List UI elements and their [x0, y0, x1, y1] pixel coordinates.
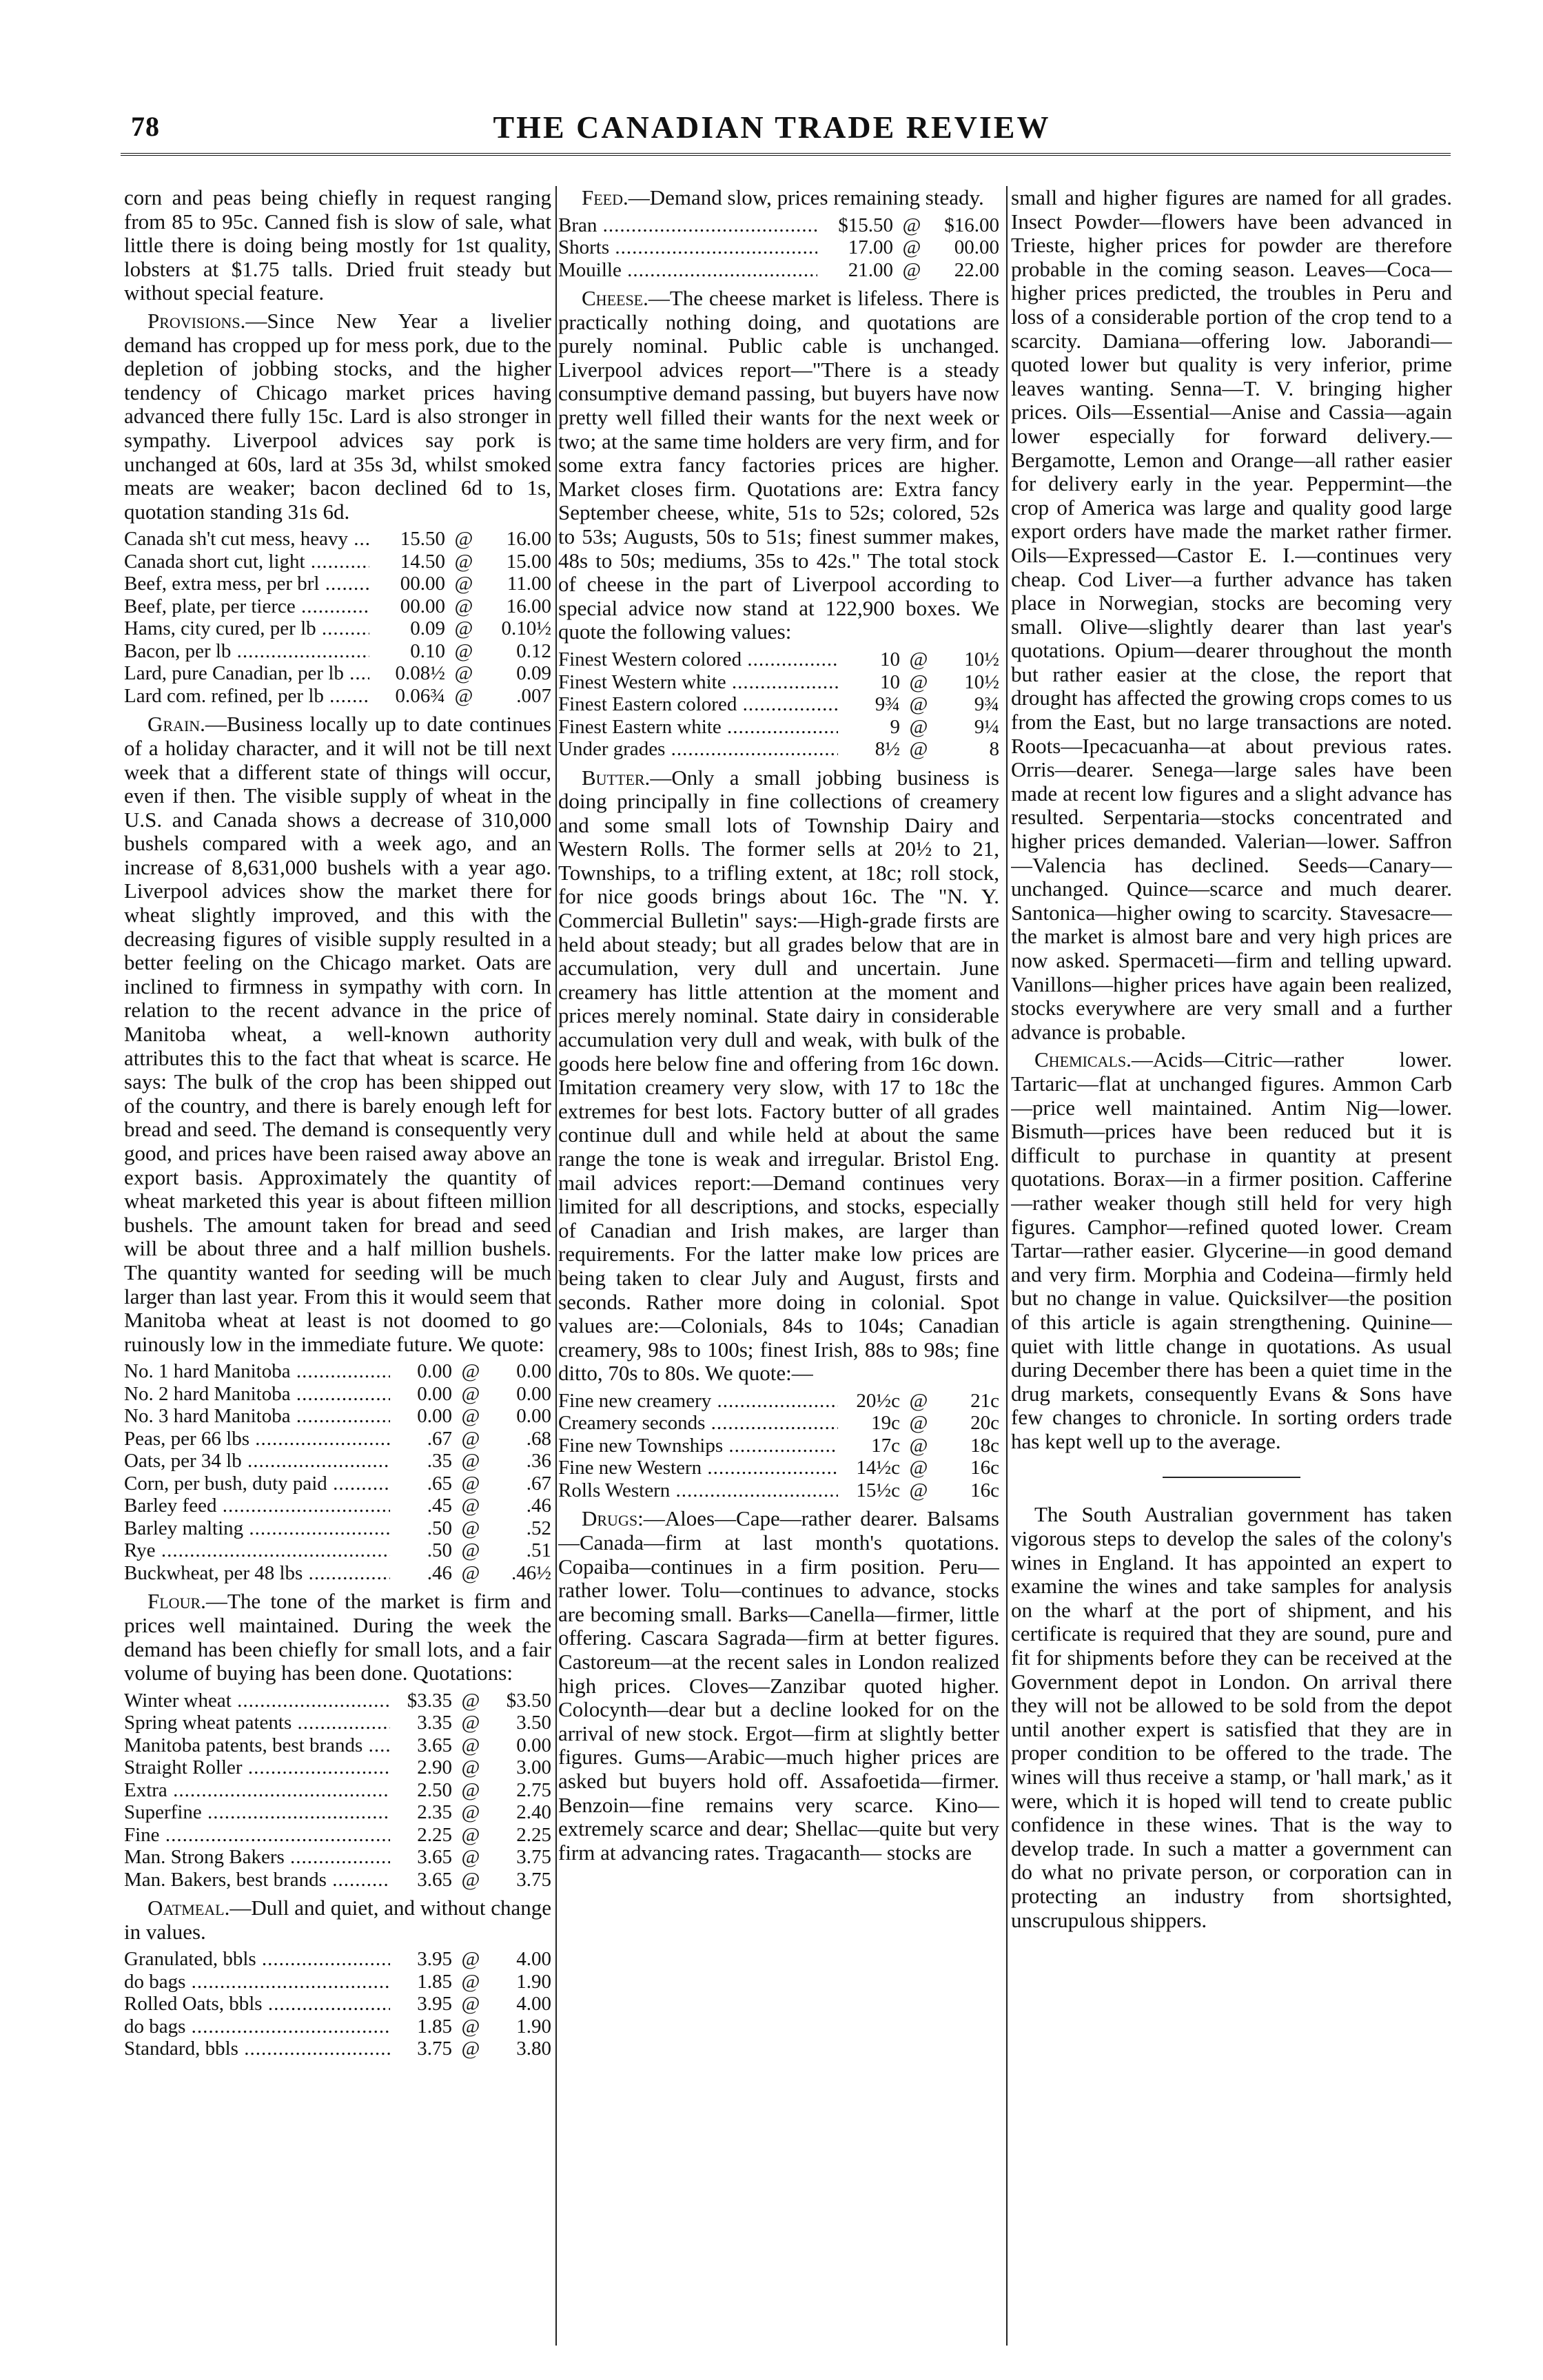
high-price: $3.50 [506, 1689, 551, 1712]
high-price: .67 [526, 1472, 551, 1495]
item-name: Fine new Townships ..... [558, 1435, 838, 1457]
high-price: 10½ [964, 648, 999, 670]
high-price: 0.00 [516, 1382, 551, 1405]
low-price: 0.10 [410, 639, 445, 662]
at-symbol: @ [454, 595, 473, 617]
at-symbol: @ [909, 648, 928, 670]
item-name: Barley malting ..... [124, 1517, 390, 1540]
price-table [558, 1390, 999, 1502]
price-row [124, 685, 551, 708]
high-price: 15.00 [506, 550, 551, 573]
low-price: .46 [427, 1561, 452, 1584]
price-row [124, 1495, 551, 1517]
low-price: 3.75 [417, 2038, 452, 2060]
low-price: 3.35 [417, 1712, 452, 1734]
low-price: 14.50 [400, 550, 445, 573]
at-symbol: @ [902, 236, 921, 259]
item-name: Canada sh't cut mess, heavy ..... [124, 528, 369, 551]
high-price: 8 [989, 738, 999, 760]
column-2 [558, 186, 999, 2346]
high-price: .68 [526, 1427, 551, 1450]
section-heading: Butter. [582, 765, 651, 790]
item-name: Under grades ..... [558, 738, 838, 761]
low-price: 1.85 [417, 2015, 452, 2038]
item-name: Buckwheat, per 48 lbs ..... [124, 1562, 390, 1585]
high-price: 0.12 [516, 639, 551, 662]
at-symbol: @ [902, 214, 921, 236]
low-price: 17c [871, 1434, 900, 1457]
price-row [124, 1846, 551, 1869]
price-row [124, 1948, 551, 1971]
item-name: Extra ..... [124, 1779, 390, 1802]
item-name: Winter wheat ..... [124, 1690, 390, 1712]
at-symbol: @ [461, 1993, 480, 2015]
item-name: Bacon, per lb ..... [124, 640, 369, 663]
drugs-continued-paragraph: small and higher figures are named for all grades. Insect Powder—flowers have been advanced in Trieste, higher prices for powder are therefore probable in the coming season. Leaves—Coca—higher prices predicted, the troubles in Peru and loss of a considerable portion of the crop tend to a scarcity. Damiana—offering low. Jaborandi—quoted lower but quality is very inferior, prime leaves wanting. Senna—T. V. bringing higher prices. Oils—Essential—Anise and Cassia—again lower especially for forward delivery.—Bergamotte, Lemon and Orange—all rather easier for delivery early in the year. Peppermint—the crop of America was large and quality good large export orders have made the market rather firmer. Oils—Expressed—Castor E. I.—continues very cheap. Cod Liver—a further advance has taken place in Norwegian, stocks are becoming very small. Olive—slightly dearer than last year's quotations. Opium—dearer throughout the month but rather easier at the close, the report that drought has affected the growing crops comes to us from the East, but no large transactions are noted. Roots—Ipecacuanha—at about previous rates. Orris—dearer. Senega—large sales have been made at recent low figures and a slight advance has resulted. Serpentaria—stocks concentrated and higher prices demanded. Valerian—lower. Saffron—Valencia has declined. Seeds—Canary—unchanged. Quince—scarce and much dearer. Santonica—higher owing to scarcity. Stavesacre—the market is almost bare and very high prices are now asked. Spermaceti—firm and telling upward. Vanillons—higher prices have again been realized, stocks everywhere are very small and a further advance is probable. [1011, 186, 1452, 1044]
price-row [124, 1690, 551, 1712]
price-row [124, 662, 551, 685]
low-price: 2.25 [417, 1823, 452, 1846]
price-row [124, 1801, 551, 1824]
low-price: $15.50 [838, 214, 893, 236]
item-name: Finest Western white ..... [558, 671, 838, 694]
price-row [124, 640, 551, 663]
at-symbol: @ [454, 573, 473, 595]
low-price: 2.90 [417, 1756, 452, 1779]
low-price: 0.00 [417, 1360, 452, 1383]
low-price: 3.65 [417, 1734, 452, 1756]
low-price: 20½c [856, 1389, 900, 1412]
low-price: 10 [880, 648, 900, 670]
low-price: .45 [427, 1495, 452, 1517]
at-symbol: @ [461, 1970, 480, 1993]
section-text: —Acids—Citric—rather lower. Tartaric—flat at unchanged figures. Ammon Carb—price well maintained. Antim Nig—lower. Bismuth—prices have been reduced but it is difficult to purchase in quantity at present quotations. Borax—in a firmer position. Cafferine—rather weaker though still held for very high figures. Camphor—refined quoted lower. Cream Tartar—rather easier. Glycerine—in good demand and very firm. Morphia and Codeina—firmly held but no change in value. Quicksilver—the position of this article is again strengthening. Quinine—quiet with little change in quotations. As usual during December there has been a quiet time in the drug markets, consequently Evans & Sons have few changes to chronicle. In sorting orders trade has kept well up to the average. [1011, 1047, 1452, 1453]
header-rule [121, 153, 1451, 156]
price-row [124, 1824, 551, 1847]
high-price: 9¼ [974, 715, 999, 738]
at-symbol: @ [461, 1539, 480, 1562]
price-row [124, 1428, 551, 1450]
price-row [124, 1779, 551, 1802]
high-price: 21c [970, 1389, 999, 1412]
price-row [558, 738, 999, 761]
price-row [124, 1993, 551, 2015]
at-symbol: @ [909, 670, 928, 693]
high-price: 2.25 [516, 1823, 551, 1846]
low-price: 19c [871, 1412, 900, 1435]
high-price: .36 [526, 1450, 551, 1473]
grain-paragraph [124, 712, 551, 1356]
price-row [558, 1390, 999, 1413]
item-name: Finest Eastern colored ..... [558, 693, 838, 716]
item-name: No. 2 hard Manitoba ..... [124, 1383, 390, 1406]
price-row [124, 1539, 551, 1562]
at-symbol: @ [909, 715, 928, 738]
item-name: Bran ..... [558, 214, 817, 237]
low-price: 10 [880, 670, 900, 693]
at-symbol: @ [461, 1756, 480, 1779]
low-price: 8½ [875, 738, 900, 760]
price-row [558, 716, 999, 739]
low-price: $3.35 [407, 1689, 452, 1712]
item-name: Beef, extra mess, per brl ..... [124, 573, 369, 595]
at-symbol: @ [909, 693, 928, 715]
price-row [124, 1734, 551, 1757]
high-price: 20c [970, 1412, 999, 1435]
price-row [124, 551, 551, 573]
at-symbol: @ [909, 1479, 928, 1501]
price-row [124, 1562, 551, 1585]
section-heading: Provisions. [147, 308, 246, 333]
provisions-paragraph [124, 309, 551, 524]
price-row [558, 1479, 999, 1502]
at-symbol: @ [461, 1382, 480, 1405]
item-name: Rolls Western ..... [558, 1479, 838, 1502]
at-symbol: @ [454, 528, 473, 551]
high-price: 3.50 [516, 1712, 551, 1734]
section-heading: Flour. [147, 1589, 206, 1614]
high-price: 3.75 [516, 1846, 551, 1869]
item-name: Peas, per 66 lbs ..... [124, 1428, 390, 1450]
section-heading: Feed. [582, 186, 629, 209]
low-price: 2.35 [417, 1801, 452, 1824]
section-heading: Grain. [147, 712, 205, 737]
low-price: 0.00 [417, 1382, 452, 1405]
item-name: Lard com. refined, per lb ..... [124, 685, 369, 708]
high-price: 00.00 [954, 236, 999, 259]
high-price: 16.00 [506, 528, 551, 551]
section-heading: Oatmeal. [147, 1896, 230, 1920]
high-price: 2.75 [516, 1778, 551, 1801]
high-price: .46 [526, 1495, 551, 1517]
at-symbol: @ [909, 1457, 928, 1479]
price-row [124, 2015, 551, 2038]
price-row [124, 1383, 551, 1406]
item-name: Oats, per 34 lb ..... [124, 1450, 390, 1473]
page-number: 78 [131, 111, 160, 142]
at-symbol: @ [461, 2038, 480, 2060]
at-symbol: @ [461, 1712, 480, 1734]
section-text: —The cheese market is lifeless. There is practically nothing doing, and quotations are purely nominal. Public cable is unchanged. Liverpool advices report—"There is a steady consumptive demand passing, but buyers have now pretty well filled their wants for the next week or two; at the same time holders are very firm, and for some extra fancy factories prices are higher. Market closes firm. Quotations are: Extra fancy September cheese, white, 51s to 52s; colored, 52s to 53s; Augusts, 50s to 51s; finest summer makes, 48s to 50s; mediums, 35s to 42s." The total stock of cheese in the part of Liverpool according to special advice now stand at 122,900 boxes. We quote the following values: [558, 286, 999, 644]
item-name: Straight Roller ..... [124, 1756, 390, 1779]
section-text: —Aloes—Cape—rather dearer. Balsams—Canada—firm at last month's quotations. Copaiba—continues in a firm position. Peru—rather lower. Tolu—continues to advance, stocks are becoming small. Barks—Canella—firmer, little offering. Cascara Sagrada—firm at better figures. Castoreum—at the recent sales in London realized high prices. Cloves—Zanzibar quoted higher. Colocynth—dear but a decline looked for on the arrival of new stock. Ergot—firm at slightly better figures. Gums—Arabic—much higher prices are asked but buyers hold off. Assafoetida—firmer. Benzoin—fine remains very scarce. Kino—extremely scarce and dear; Shellac—quite but very firm at advancing rates. Tragacanth— stocks are [558, 1506, 999, 1865]
item-name: Finest Western colored ..... [558, 648, 838, 671]
low-price: 14½c [856, 1457, 900, 1479]
flour-paragraph [124, 1590, 551, 1685]
intro-paragraph: corn and peas being chiefly in request ranging from 85 to 95c. Canned fish is slow of sale, what little there is doing being mostly for 1st quality, lobsters at $1.75 talls. Dried fruit steady but without special feature. [124, 186, 551, 305]
price-row [124, 1712, 551, 1734]
item-name: Fine new creamery ..... [558, 1390, 838, 1413]
low-price: 3.65 [417, 1846, 452, 1869]
at-symbol: @ [909, 738, 928, 760]
high-price: 3.75 [516, 1868, 551, 1891]
price-table [124, 528, 551, 707]
price-row [124, 1405, 551, 1428]
low-price: 17.00 [848, 236, 893, 259]
low-price: 9 [890, 715, 900, 738]
item-name: Corn, per bush, duty paid ..... [124, 1473, 390, 1495]
low-price: 0.08½ [395, 662, 445, 685]
low-price: 00.00 [400, 595, 445, 617]
item-name: No. 3 hard Manitoba ..... [124, 1405, 390, 1428]
high-price: 0.00 [516, 1734, 551, 1756]
section-text: —Demand slow, prices remaining steady. [628, 186, 984, 209]
at-symbol: @ [909, 1389, 928, 1412]
high-price: 16c [970, 1479, 999, 1501]
column-rule [1006, 186, 1008, 2346]
price-table [124, 1690, 551, 1891]
at-symbol: @ [461, 1561, 480, 1584]
at-symbol: @ [461, 1823, 480, 1846]
price-row [124, 1971, 551, 1993]
item-name: Lard, pure Canadian, per lb ..... [124, 662, 369, 685]
price-row [124, 1869, 551, 1891]
price-row [124, 617, 551, 640]
low-price: 00.00 [400, 573, 445, 595]
low-price: 1.85 [417, 1970, 452, 1993]
item-name: Hams, city cured, per lb ..... [124, 617, 369, 640]
high-price: $16.00 [944, 214, 999, 236]
feed-paragraph [558, 186, 999, 210]
at-symbol: @ [461, 1517, 480, 1539]
item-name: Fine new Western ..... [558, 1457, 838, 1479]
high-price: 9¾ [974, 693, 999, 715]
low-price: .50 [427, 1517, 452, 1539]
at-symbol: @ [454, 684, 473, 707]
at-symbol: @ [461, 1778, 480, 1801]
at-symbol: @ [454, 617, 473, 640]
price-row [124, 528, 551, 551]
at-symbol: @ [909, 1412, 928, 1435]
high-price: .51 [526, 1539, 551, 1562]
high-price: 3.80 [516, 2038, 551, 2060]
section-text: —Only a small jobbing business is doing principally in fine collections of creamery and some small lots of Township Dairy and Western Rolls. The former sells at 20½ to 21, Townships, to a trifling extent, at 18c; roll stock, for nice goods brings about 16c. The "N. Y. Commercial Bulletin" says:—High-grade firsts are held about steady; but all grades below that are in accumulation, very dull and uncertain. June creamery has little attention at the moment and prices merely nominal. State dairy in considerable accumulation very dull and weak, with bulk of the goods here below fine and offering from 16c down. Imitation creamery very slow, with 17 to 18c the extremes for best lots. Factory butter of all grades continue dull and while held at about the same range the tone is weak and irregular. Bristol Eng. mail advices report:—Demand continues very limited for all descriptions, and stocks, especially of Canadian and Irish makes, are larger than requirements. For the latter make low prices are being taken to clear July and August, firsts and seconds. Rather more doing in colonial. Spot values are:—Colonials, 84s to 104s; Canadian creamery, 98s to 100s; finest Irish, 88s to 98s; fine ditto, 70s to 80s. We quote:— [558, 765, 999, 1386]
price-row [124, 1473, 551, 1495]
at-symbol: @ [902, 258, 921, 281]
high-price: 0.10½ [501, 617, 551, 640]
price-table [124, 1360, 551, 1584]
item-name: Rye ..... [124, 1539, 390, 1562]
price-row [558, 259, 999, 282]
price-row [558, 648, 999, 671]
high-price: 0.09 [516, 662, 551, 685]
at-symbol: @ [461, 1689, 480, 1712]
price-table [124, 1948, 551, 2060]
high-price: 4.00 [516, 1948, 551, 1971]
south-australia-paragraph: The South Australian government has taken vigorous steps to develop the sales of the colony's wines in England. It has appointed an expert to examine the wines and take samples for analysis on the wharf at the port of shipment, and his certificate is required that they are sound, pure and fit for shipments before they can be received at the Government depot in London. On arrival there they will not be allowed to be sold from the depot until another expert is satisfied that they are in proper condition to be offered to the trade. The wines will thus receive a stamp, or 'hall mark,' as it were, which it is hoped will tend to create public confidence in these wines. That is the way to develop trade. In such a matter a government can do what no private person, or corporation can in protecting an industry from shortsighted, unscrupulous shippers. [1011, 1502, 1452, 1932]
high-price: 18c [970, 1434, 999, 1457]
item-name: Rolled Oats, bbls ..... [124, 1993, 390, 2015]
item-name: Fine ..... [124, 1824, 390, 1847]
price-row [124, 1450, 551, 1473]
price-row [124, 573, 551, 595]
price-row [558, 1457, 999, 1479]
low-price: 0.00 [417, 1405, 452, 1428]
cheese-paragraph [558, 287, 999, 644]
item-name: No. 1 hard Manitoba ..... [124, 1360, 390, 1383]
low-price: .67 [427, 1427, 452, 1450]
high-price: 16c [970, 1457, 999, 1479]
section-text: —Since New Year a livelier demand has cropped up for mess pork, due to the depletion of jobbing stocks, and the higher tendency of Chicago market prices having advanced there fully 15c. Lard is also stronger in sympathy. Liverpool advices say pork is unchanged at 60s, lard at 35s 3d, whilst smoked meats are weaker; bacon declined 6d to 1s, quotation standing 31s 6d. [124, 308, 551, 524]
high-price: 11.00 [507, 573, 551, 595]
at-symbol: @ [461, 1801, 480, 1824]
at-symbol: @ [454, 662, 473, 685]
price-row [124, 2038, 551, 2060]
section-heading: Drugs: [582, 1506, 644, 1531]
low-price: 0.06¾ [395, 684, 445, 707]
price-row [558, 1412, 999, 1435]
at-symbol: @ [461, 1450, 480, 1473]
low-price: .50 [427, 1539, 452, 1562]
section-divider [1163, 1477, 1300, 1478]
item-name: Man. Strong Bakers ..... [124, 1846, 390, 1869]
high-price: 4.00 [516, 1993, 551, 2015]
column-rule [555, 186, 557, 2346]
high-price: 3.00 [516, 1756, 551, 1779]
low-price: 2.50 [417, 1778, 452, 1801]
item-name: Man. Bakers, best brands ..... [124, 1869, 390, 1891]
high-price: 1.90 [516, 2015, 551, 2038]
low-price: 3.95 [417, 1993, 452, 2015]
at-symbol: @ [461, 1472, 480, 1495]
at-symbol: @ [461, 1868, 480, 1891]
price-row [124, 1756, 551, 1779]
at-symbol: @ [461, 1948, 480, 1971]
drugs-paragraph [558, 1507, 999, 1865]
at-symbol: @ [461, 1846, 480, 1869]
column-3 [1011, 186, 1452, 2346]
item-name: do bags ..... [124, 2015, 390, 2038]
high-price: .46½ [511, 1561, 551, 1584]
at-symbol: @ [461, 1360, 480, 1383]
item-name: Finest Eastern white ..... [558, 716, 838, 739]
high-price: 10½ [964, 670, 999, 693]
low-price: 21.00 [848, 258, 893, 281]
item-name: Granulated, bbls ..... [124, 1948, 390, 1971]
item-name: Mouille ..... [558, 259, 817, 282]
low-price: 15½c [856, 1479, 900, 1501]
price-row [558, 671, 999, 694]
low-price: 3.95 [417, 1948, 452, 1971]
item-name: Canada short cut, light ..... [124, 551, 369, 573]
low-price: 3.65 [417, 1868, 452, 1891]
low-price: .65 [427, 1472, 452, 1495]
price-row [124, 1360, 551, 1383]
item-name: do bags ..... [124, 1971, 390, 1993]
item-name: Beef, plate, per tierce ..... [124, 595, 369, 618]
price-row [124, 1517, 551, 1540]
section-heading: Chemicals. [1034, 1047, 1132, 1072]
oatmeal-paragraph [124, 1896, 551, 1944]
low-price: 15.50 [400, 528, 445, 551]
item-name: Spring wheat patents ..... [124, 1712, 390, 1734]
at-symbol: @ [461, 1427, 480, 1450]
price-table [558, 214, 999, 282]
chemicals-paragraph [1011, 1048, 1452, 1453]
low-price: 9¾ [875, 693, 900, 715]
at-symbol: @ [909, 1434, 928, 1457]
at-symbol: @ [454, 639, 473, 662]
butter-paragraph [558, 766, 999, 1386]
low-price: 0.09 [410, 617, 445, 640]
item-name: Standard, bbls ..... [124, 2038, 390, 2060]
item-name: Manitoba patents, best brands ..... [124, 1734, 390, 1757]
at-symbol: @ [454, 550, 473, 573]
high-price: 16.00 [506, 595, 551, 617]
item-name: Barley feed ..... [124, 1495, 390, 1517]
running-head: THE CANADIAN TRADE REVIEW [493, 110, 1051, 145]
at-symbol: @ [461, 2015, 480, 2038]
high-price: .52 [526, 1517, 551, 1539]
section-text: —Business locally up to date continues of a holiday character, and it will not be till next week that a different state of things will occur, even if then. The visible supply of wheat in the U.S. and Canada shows a decrease of 310,000 bushels compared with a week ago, and an increase of 8,631,000 bushels with a year ago. Liverpool advices show the market there for wheat slightly improved, and this with the decreasing figures of visible supply resulted in a better feeling on the Chicago market. Oats are inclined to firmness in sympathy with corn. In relation to the recent advance in the price of Manitoba wheat, a well-known authority attributes this to the fact that wheat is scarce. He says: The bulk of the crop has been shipped out of the country, and there is barely enough left for bread and seed. The demand is consequently very good, and prices have been raised away above an export basis. Approximately the quantity of wheat marketed this year is about fifteen million bushels. The amount taken for bread and seed will be about three and a half million bushels. The quantity wanted for seeding will be much larger than last year. From this it would seem that Manitoba wheat at least is not doomed to go ruinously low in the immediate future. We quote: [124, 712, 551, 1356]
high-price: 0.00 [516, 1360, 551, 1383]
high-price: 22.00 [954, 258, 999, 281]
item-name: Superfine ..... [124, 1801, 390, 1824]
high-price: .007 [516, 684, 551, 707]
price-row [558, 693, 999, 716]
high-price: 0.00 [516, 1405, 551, 1428]
section-text: —The tone of the market is firm and prices well maintained. During the week the demand has been chiefly for small lots, and a fair volume of buying has been done. Quotations: [124, 1589, 551, 1685]
item-name: Creamery seconds ..... [558, 1412, 838, 1435]
price-row [558, 1435, 999, 1457]
item-name: Shorts ..... [558, 236, 817, 259]
high-price: 2.40 [516, 1801, 551, 1824]
section-heading: Cheese. [582, 286, 648, 311]
section-text: —Dull and quiet, and without change in values. [124, 1896, 551, 1944]
price-row [124, 595, 551, 618]
high-price: 1.90 [516, 1970, 551, 1993]
low-price: .35 [427, 1450, 452, 1473]
at-symbol: @ [461, 1734, 480, 1756]
price-row [558, 236, 999, 259]
price-row [558, 214, 999, 237]
price-table [558, 648, 999, 761]
at-symbol: @ [461, 1495, 480, 1517]
at-symbol: @ [461, 1405, 480, 1428]
column-1 [124, 186, 551, 2346]
